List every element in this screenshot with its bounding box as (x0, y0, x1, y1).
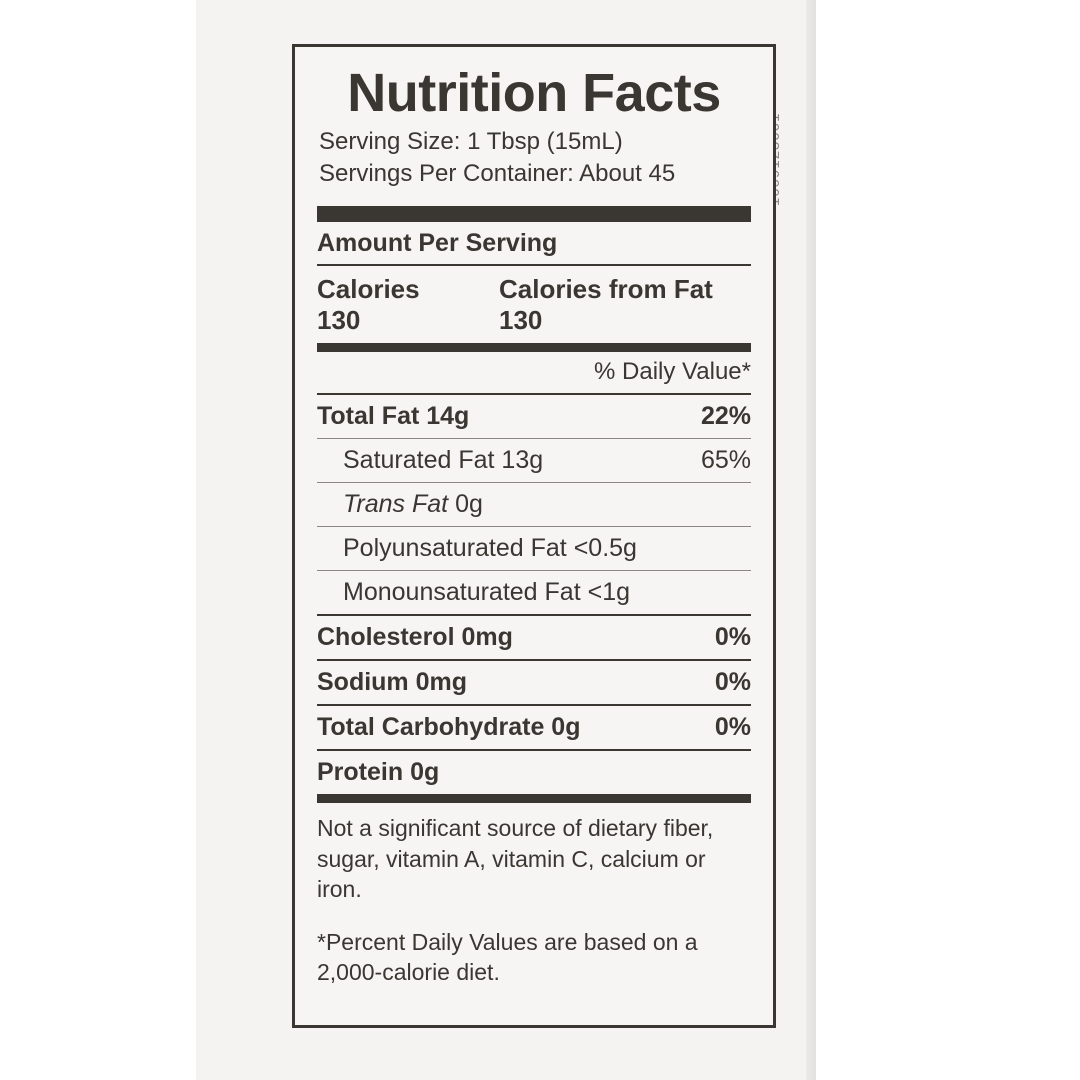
divider-thick-top (317, 206, 751, 222)
nutrient-row-saturated-fat (317, 439, 751, 482)
nutrient-row-cholesterol (317, 616, 751, 659)
nutrient-name: Polyunsaturated Fat <0.5g (343, 534, 637, 563)
nutrient-row-trans-fat (317, 483, 751, 526)
footnote-line-2: sugar, vitamin A, vitamin C, calcium or iron. (317, 845, 706, 903)
nutrient-row-sodium (317, 661, 751, 704)
nutrient-name: Total Carbohydrate 0g (317, 713, 581, 742)
nutrient-name: Protein 0g (317, 758, 440, 787)
nutrient-row-total-carbohydrate (317, 706, 751, 749)
nutrition-facts-panel (292, 44, 776, 1028)
calories-row (317, 266, 751, 343)
calories-from-fat-value: Calories from Fat 130 (499, 274, 713, 336)
nutrient-name: Total Fat 14g (317, 402, 470, 431)
footnote-line-1: Not a significant source of dietary fiber, (317, 815, 714, 842)
nutrient-dv: 65% (700, 446, 751, 475)
footnote-line-3: *Percent Daily Values are based on a (317, 928, 698, 955)
nutrient-name: Sodium 0mg (317, 668, 468, 697)
label-paper-edge (806, 0, 816, 1080)
nutrient-name: Trans Fat (343, 490, 449, 519)
footnote-block (317, 803, 751, 987)
divider-med-below-calories (317, 343, 751, 352)
nutrient-row-protein (317, 751, 751, 794)
nutrient-dv: 0% (714, 623, 751, 652)
nutrient-name: Saturated Fat 13g (343, 446, 544, 475)
nutrient-row-monounsaturated-fat (317, 571, 751, 614)
nutrient-dv: 0% (714, 668, 751, 697)
calories-value: Calories 130 (317, 274, 420, 336)
nutrient-name: Monounsaturated Fat <1g (343, 578, 630, 607)
footnote-line-4: 2,000-calorie diet. (317, 958, 500, 985)
nutrient-name-group (343, 490, 483, 519)
divider-med-bottom (317, 794, 751, 803)
servings-per-container-text: Servings Per Container: About 45 (319, 160, 676, 188)
serving-size-text: Serving Size: 1 Tbsp (15mL) (319, 127, 623, 155)
nutrient-row-polyunsaturated-fat (317, 527, 751, 570)
nutrient-name: Cholesterol 0mg (317, 623, 513, 652)
amount-per-serving-label: Amount Per Serving (317, 229, 558, 258)
nutrient-row-total-fat (317, 395, 751, 438)
daily-value-header: % Daily Value* (594, 358, 751, 386)
nutrient-dv: 0% (714, 713, 751, 742)
nutrient-dv: 22% (700, 402, 751, 431)
nutrition-facts-title: Nutrition Facts (347, 63, 721, 123)
nutrient-amount: 0g (455, 490, 483, 519)
